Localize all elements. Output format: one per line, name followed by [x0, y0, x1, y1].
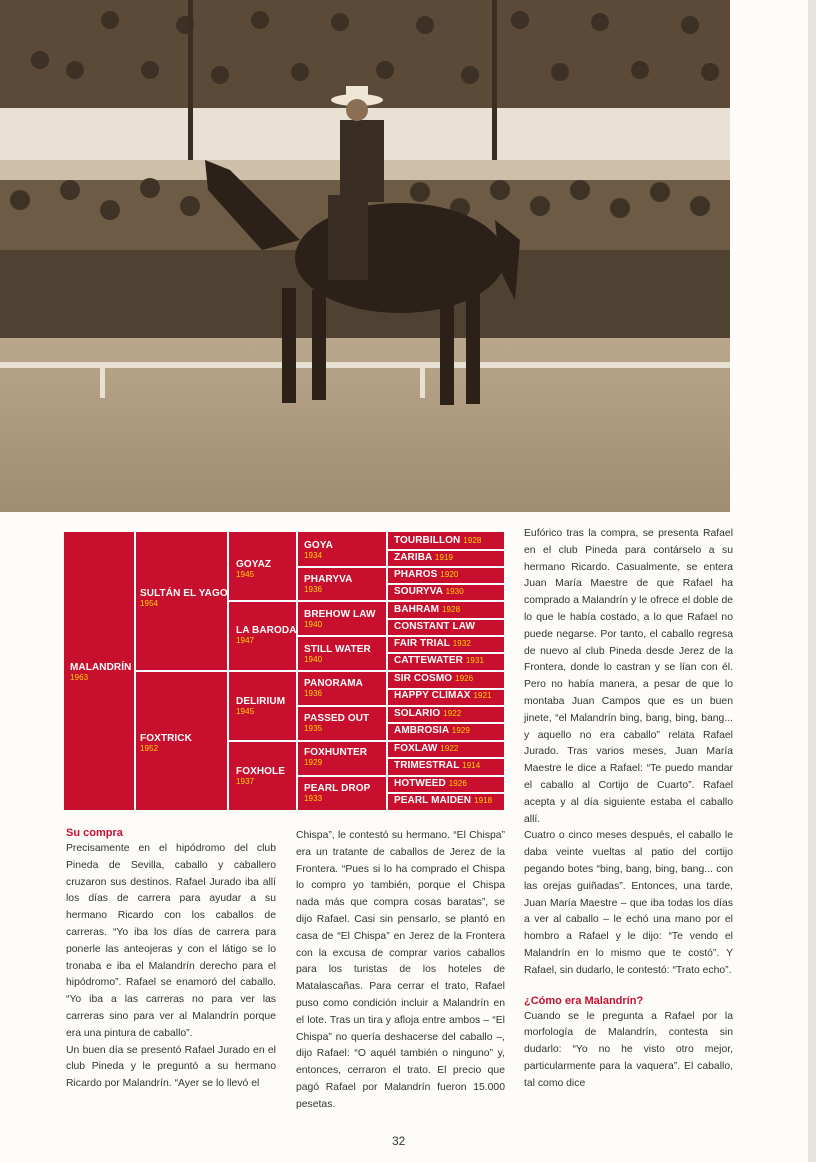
page-edge: [808, 0, 816, 1162]
horse-name: FOXLAW: [394, 743, 438, 754]
horse-name: SOLARIO: [394, 708, 441, 719]
pedigree-gen4-entry: [394, 690, 492, 701]
horse-year: 1940: [304, 620, 323, 629]
horse-name: FOXHUNTER: [304, 747, 368, 758]
horse-year: 1914: [462, 761, 481, 770]
pedigree-gen4-entry: [394, 743, 458, 754]
pedigree-divider: [386, 792, 504, 794]
text-column-1: [66, 826, 276, 1093]
pedigree-gen4-entry: [394, 552, 453, 563]
pedigree-gen4-entry: [394, 621, 475, 632]
paragraph: Cuando se le pregunta a Rafael por la morfología de Malandrín, contesta sin dudarlo: “Yo no he visto otro mejor, particularmente para la vaquera”. El caballo, tal como dice: [524, 1010, 733, 1089]
horse-year: 1935: [304, 724, 323, 733]
pedigree-gen3-entry: [304, 540, 333, 560]
horse-year: 1947: [236, 636, 255, 645]
pedigree-divider: [386, 549, 504, 551]
horse-name: CATTEWATER: [394, 655, 463, 666]
pedigree-gen4-entry: [394, 569, 458, 580]
section-heading-como-era-malandrin: ¿Cómo era Malandrín?: [524, 994, 644, 1007]
horse-year: 1929: [451, 726, 470, 735]
horse-name: TRIMESTRAL: [394, 760, 460, 771]
pedigree-divider: [296, 635, 504, 637]
horse-name: FAIR TRIAL: [394, 638, 450, 649]
horse-name: DELIRIUM: [236, 696, 286, 707]
horse-year: 1920: [440, 570, 459, 579]
pedigree-divider: [386, 722, 504, 724]
horse-name: FOXHOLE: [236, 766, 286, 777]
pedigree-gen2-entry: [236, 625, 297, 645]
horse-name: AMBROSIA: [394, 725, 449, 736]
horse-year: 1926: [448, 779, 467, 788]
horse-name: PEARL DROP: [304, 783, 371, 794]
pedigree-gen4-entry: [394, 778, 467, 789]
horse-year: 1922: [443, 709, 462, 718]
pedigree-gen4-entry: [394, 673, 473, 684]
pedigree-gen4-entry: [394, 655, 484, 666]
pedigree-gen4-entry: [394, 795, 492, 806]
horse-year: 1922: [440, 744, 459, 753]
horse-name: PASSED OUT: [304, 713, 370, 724]
horse-name: SIR COSMO: [394, 673, 453, 684]
pedigree-divider: [227, 600, 504, 602]
pedigree-gen4-entry: [394, 604, 460, 615]
page-number: 32: [392, 1134, 406, 1148]
pedigree-divider: [296, 566, 504, 568]
horse-year: 1933: [304, 794, 323, 803]
horse-year: 1928: [463, 536, 482, 545]
paragraph: Chispa”, le contestó su hermano. “El Chispa” era un tratante de caballos de Jerez de la Frontera. “Pues si lo ha comprado el Chispa lo compro yo también, porque el Chispa nada más que compra cosas baratas”, se dijo Rafael. Casi sin pensarlo, se plantó en casa de “El Chispa” en Jerez de la Frontera con la excusa de comprar varios caballos para los turistas de los hoteles de Matalascañas. Para cerrar el trato, Rafael puso como condición incluir a Malandrín en el lote. Tras un tira y afloja entre ambos – “El Chispa” no quería deshacerse del caballo –, dijo Rafael: “O aquél también o ninguno” y, entonces, cerraron el trato. El precio que pagó Rafael por Malandrín fueron 15.000 pesetas.: [296, 830, 505, 1110]
horse-name: SULTÁN EL YAGO: [140, 588, 228, 599]
pedigree-gen4-entry: [394, 535, 481, 546]
paragraph: Un buen día se presentó Rafael Jurado en el club Pineda y le preguntó a su hermano Ricardo por Malandrín. “Ayer se lo llevó el: [66, 1044, 276, 1090]
horse-name: PHARYVA: [304, 574, 353, 585]
pedigree-divider: [386, 618, 504, 620]
pedigree-gen3-entry: [304, 747, 367, 767]
horse-year: 1921: [473, 691, 492, 700]
horse-year: 1940: [304, 655, 323, 664]
pedigree-gen4-entry: [394, 586, 464, 597]
pedigree-gen2-entry: [236, 696, 285, 716]
section-heading-su-compra: Su compra: [66, 827, 123, 839]
horse-year: 1936: [304, 585, 323, 594]
horse-year: 1926: [455, 674, 474, 683]
horse-year: 1931: [465, 656, 485, 665]
horse-year: 1932: [452, 639, 471, 648]
horse-year: 1952: [140, 744, 159, 753]
horse-year: 1918: [474, 796, 493, 805]
horse-year: 1963: [70, 673, 89, 682]
horse-name: SOURYVA: [394, 586, 443, 597]
horse-name: BAHRAM: [394, 604, 440, 615]
pedigree-divider: [296, 705, 504, 707]
horse-name: GOYA: [304, 540, 333, 551]
pedigree-root: [70, 662, 131, 682]
pedigree-divider: [386, 583, 504, 585]
horse-name: ZARIBA: [394, 552, 433, 563]
horse-name: PHAROS: [394, 569, 438, 580]
pedigree-gen3-entry: [304, 713, 369, 733]
horse-name: BREHOW LAW: [304, 609, 376, 620]
pedigree-chart: [64, 532, 504, 810]
horse-year: 1945: [236, 707, 255, 716]
horse-name: PEARL MAIDEN: [394, 795, 472, 806]
paragraph: Eufórico tras la compra, se presenta Rafael en el club Pineda para contárselo a su hermano Ricardo. Casualmente, se entera Juan María Maestre de que Rafael ha comprado a Malandrín y le ofrece el doble de lo que le había costado, a lo que Rafael no puede negarse. Por tanto, el caballo regresa de nuevo al club Pineda desde Jerez de la Frontera, donde lo castran y se lían con él. Pero no había manera, a pesar de que lo montaba Juan Campos que es un buen jinete, “el Malandrín bing, bang, bing, bang... y aquello no era caballo” relata Rafael Jurado. Tras varios meses, Juan María Maestre le dice a Rafael: “Te puedo mandar el caballo al Cortijo de Cuarto”. Rafael acepta y al día siguiente estaba el caballo allí.: [524, 528, 733, 825]
horse-name: GOYAZ: [236, 559, 272, 570]
paragraph: Precisamente en el hipódromo del club Pineda de Sevilla, caballo y caballero cruzaron sus destinos. Rafael Jurado iba allí los días de carrera para ayudar a su hermano Ricardo con los caballos de carreras. “Yo iba los días de carrera para ponerle las anteojeras y con el látigo se lo tronaba e iba el Malandrín derecho para el hipódromo”. Rafael se enamoró del caballo. “Yo iba a las carreras no para ver las carreras sino para ver al Malandrín porque era una pintura de caballo”.: [66, 843, 276, 1039]
horse-name: CONSTANT LAW: [394, 621, 476, 632]
paragraph: Cuatro o cinco meses después, el caballo le daba veinte vueltas al patio del cortijo pegando botes “bing, bang, bing, bang... con las orejas guiñadas”. Entonces, una tarde, Juan María Maestre – que iba todas los días a ver al caballo – le echó una mano por el hombro a Rafael y le dijo: “Te vendo el Malandrín en lo mismo que te costó”. Y Rafael, sin dudarlo, le contestó: “Trato echo”.: [524, 830, 733, 976]
pedigree-gen3-entry: [304, 609, 376, 629]
horse-year: 1930: [445, 587, 464, 596]
horse-year: 1928: [441, 605, 461, 614]
pedigree-gen4-entry: [394, 708, 461, 719]
photo-horse-rider: [0, 0, 730, 512]
horse-name: LA BARODA: [236, 625, 297, 636]
horse-name: HAPPY CLIMAX: [394, 690, 471, 701]
pedigree-divider: [227, 740, 504, 742]
pedigree-gen3-entry: [304, 678, 363, 698]
horse-year: 1945: [236, 570, 255, 579]
text-column-3: [524, 526, 733, 1093]
horse-year: 1919: [434, 553, 454, 562]
pedigree-gen2-entry: [236, 559, 271, 579]
pedigree-gen4-entry: [394, 725, 470, 736]
horse-name: FOXTRICK: [140, 733, 192, 744]
horse-year: 1936: [304, 689, 323, 698]
horse-name: PANORAMA: [304, 678, 363, 689]
horse-year: 1937: [236, 777, 255, 786]
text-column-2: [296, 828, 505, 1114]
pedigree-divider: [386, 757, 504, 759]
pedigree-divider: [386, 652, 504, 654]
pedigree-gen4-entry: [394, 760, 480, 771]
pedigree-dam: [140, 733, 192, 753]
horse-name: MALANDRÍN: [70, 662, 132, 673]
pedigree-gen3-entry: [304, 574, 352, 594]
pedigree-gen2-entry: [236, 766, 285, 786]
pedigree-gen3-entry: [304, 644, 371, 664]
horse-year: 1954: [140, 599, 159, 608]
horse-year: 1929: [304, 758, 323, 767]
pedigree-divider: [296, 775, 504, 777]
horse-year: 1934: [304, 551, 323, 560]
horse-name: STILL WATER: [304, 644, 371, 655]
horse-name: HOTWEED: [394, 778, 446, 789]
pedigree-sire: [140, 588, 228, 608]
pedigree-divider: [134, 670, 504, 672]
pedigree-gen3-entry: [304, 783, 370, 803]
horse-photo-illustration: [0, 0, 730, 512]
horse-name: TOURBILLON: [394, 535, 461, 546]
pedigree-gen4-entry: [394, 638, 471, 649]
